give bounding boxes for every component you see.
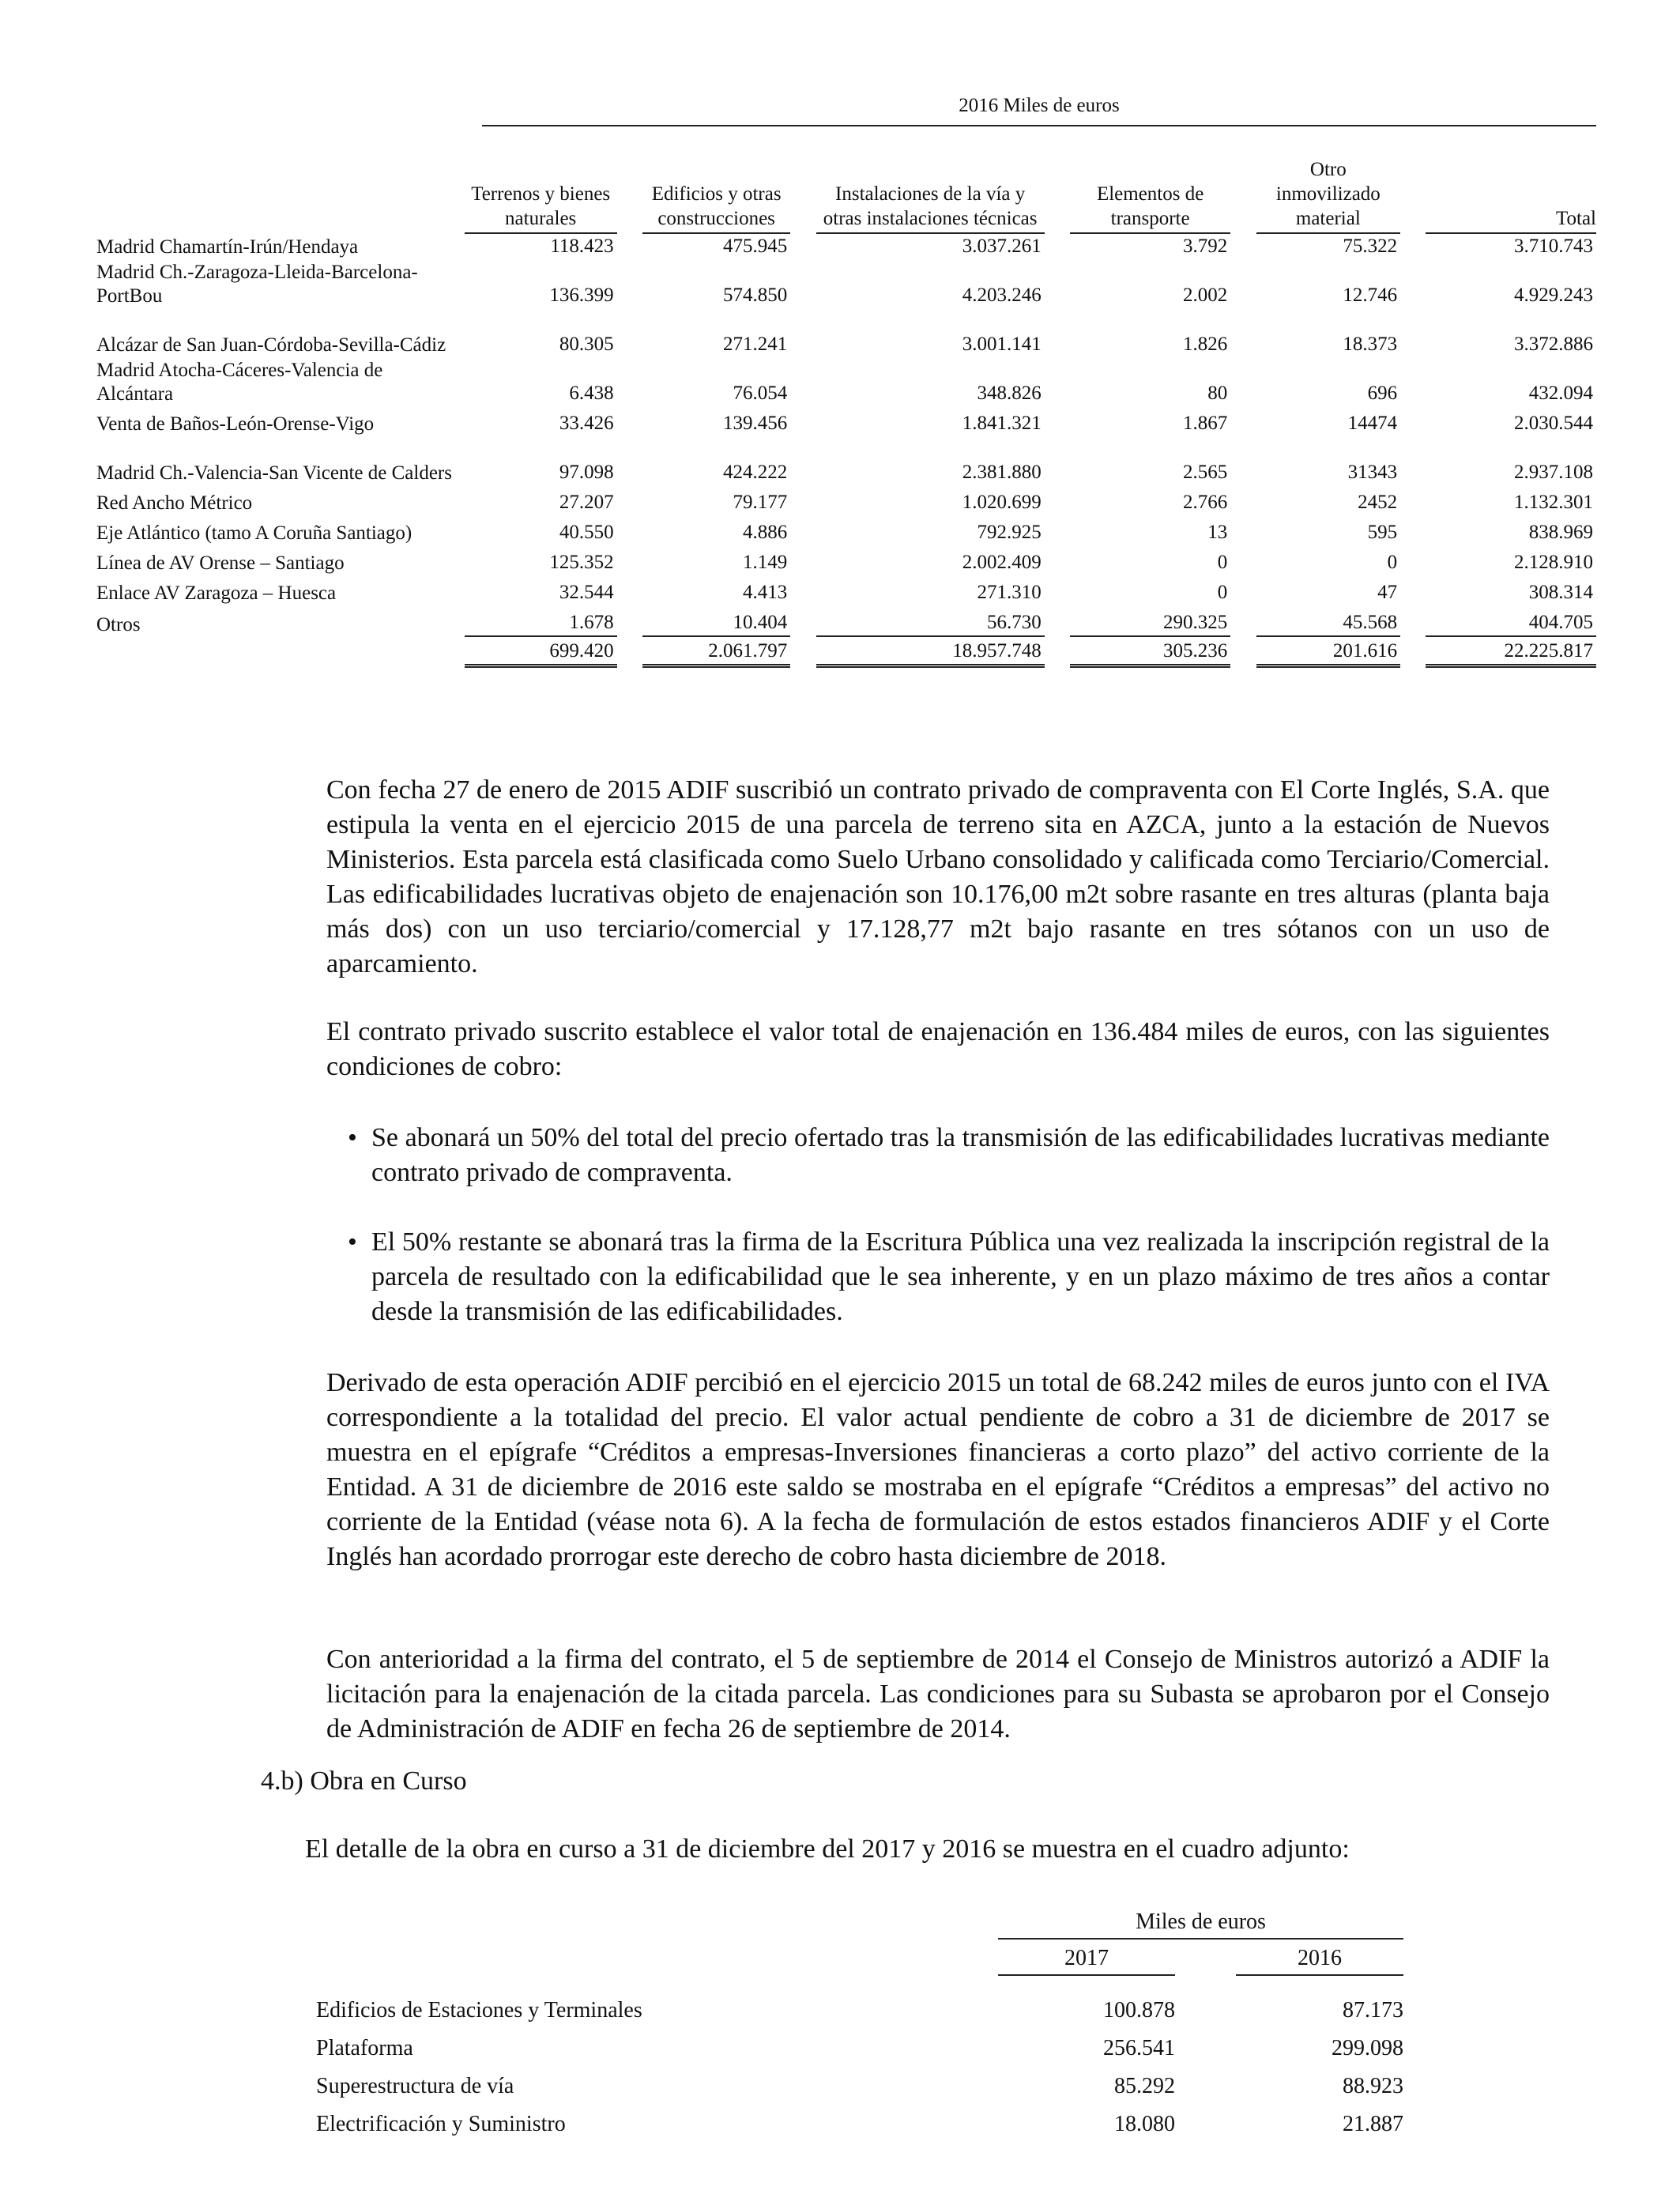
- row-label: Eje Atlántico (tamo A Coruña Santiago): [96, 522, 412, 544]
- table-cell-value: 47: [1377, 582, 1398, 603]
- value-2017: 85.292: [1114, 2074, 1175, 2098]
- table-cell-value: 97.098: [559, 462, 614, 483]
- table-cell-value: 3.372.886: [1514, 334, 1593, 355]
- table-cell-value: 3.710.743: [1514, 236, 1593, 257]
- table-cell-value: 2.002.409: [962, 552, 1042, 573]
- table-cell-value: 79.177: [733, 492, 788, 513]
- table-row: [313, 1995, 1419, 2026]
- table-cell-value: 348.826: [977, 383, 1042, 404]
- col-header-2016: 2016: [1236, 1943, 1403, 1976]
- row-label: Alcázar de San Juan-Córdoba-Sevilla-Cádiz: [96, 334, 446, 356]
- table-cell-value: 10.404: [642, 605, 790, 637]
- table-row: [95, 515, 1596, 545]
- table-cell-value: 574.850: [723, 285, 788, 306]
- table-cell-value: 136.399: [549, 285, 614, 306]
- row-label: Enlace AV Zaragoza – Huesca: [96, 582, 337, 604]
- table-cell-value: 2.381.880: [962, 462, 1042, 483]
- table-cell-value: 3.001.141: [962, 334, 1042, 355]
- row-label: Otros: [96, 614, 141, 635]
- table-cell-value: 838.969: [1528, 522, 1593, 543]
- value-2017: 256.541: [1103, 2036, 1175, 2060]
- table-row: [95, 357, 1596, 406]
- table-cell-value: 3.037.261: [962, 236, 1042, 257]
- table-cell-value: 56.730: [816, 605, 1045, 637]
- table-cell-value: 290.325: [1070, 605, 1230, 637]
- section-heading-obra-en-curso: 4.b) Obra en Curso: [261, 1766, 467, 1796]
- value-2017: 100.878: [1103, 1998, 1175, 2022]
- table-row: [95, 575, 1596, 605]
- col-header-otro-inmovilizado: Otro inmovilizado material: [1256, 152, 1401, 234]
- row-label: Madrid Chamartín-Irún/Hendaya: [96, 236, 359, 258]
- table-cell-value: 1.841.321: [962, 413, 1042, 434]
- table-cell-value: 3.792: [1183, 236, 1228, 257]
- table-cell-value: 0: [1217, 582, 1228, 603]
- table-row: [313, 2033, 1419, 2064]
- total-value: 699.420: [465, 637, 617, 668]
- total-value: 201.616: [1256, 637, 1401, 668]
- table1-header-row: [95, 152, 1596, 234]
- col-header-terrenos: Terrenos y bienes naturales: [465, 152, 617, 234]
- table-cell-value: 271.310: [977, 582, 1042, 603]
- table-cell-value: 125.352: [549, 552, 614, 573]
- bullet-text-2: El 50% restante se abonará tras la firma de la Escritura Pública una vez realizada la inscripción registral de la parcela de resultado con la edificabilidad que le sea inherente, y en un plazo máximo de tres años a contar desde la transmisión de las edificabilidades.: [371, 1227, 1550, 1326]
- table-cell-value: 6.438: [569, 383, 614, 404]
- obra-en-curso-intro: El detalle de la obra en curso a 31 de diciembre del 2017 y 2016 se muestra en el cuadro adjunto:: [305, 1834, 1350, 1864]
- total-value: 22.225.817: [1426, 637, 1596, 668]
- row-label: Superestructura de vía: [316, 2074, 514, 2098]
- bullet-dot-icon: •: [348, 1123, 357, 1152]
- table-row: [95, 485, 1596, 515]
- col-header-total: Total: [1426, 152, 1596, 234]
- table-cell-value: 1.020.699: [962, 492, 1042, 513]
- table-cell-value: 792.925: [977, 522, 1042, 543]
- table-cell-value: 432.094: [1528, 383, 1593, 404]
- paragraph-contrato-compraventa: Con fecha 27 de enero de 2015 ADIF suscribió un contrato privado de compraventa con El Corte Inglés, S.A. que estipula la venta en el ejercicio 2015 de una parcela de terreno sita en AZCA, junto a la estación de Nuevos Ministerios. Esta parcela está clasificada como Suelo Urbano consolidado y calificada como Terciario/Comercial. Las edificabilidades lucrativas objeto de enajenación son 10.176,00 m2t sobre rasante en tres alturas (planta baja más dos) con un uso terciario/comercial y 17.128,77 m2t bajo rasante en tres sótanos con un uso de aparcamiento.: [326, 775, 1550, 978]
- table-row: [313, 2109, 1419, 2140]
- table-cell-value: 4.886: [743, 522, 788, 543]
- total-value: 305.236: [1070, 637, 1230, 668]
- bullet-text-1: Se abonará un 50% del total del precio ofertado tras la transmisión de las edificabilidades lucrativas mediante contrato privado de compraventa.: [371, 1123, 1550, 1187]
- paragraph-valor-enajenacion: El contrato privado suscrito establece el valor total de enajenación en 136.484 miles de euros, con las siguientes condiciones de cobro:: [326, 1017, 1550, 1081]
- col-header-edificios: Edificios y otras construcciones: [642, 152, 790, 234]
- table-cell-value: 424.222: [723, 462, 788, 483]
- row-label: Plataforma: [316, 2036, 413, 2060]
- table-cell-value: 696: [1367, 383, 1398, 404]
- table-cell-value: 75.322: [1343, 236, 1398, 257]
- table-row: [95, 406, 1596, 436]
- table-cell-value: 2.030.544: [1514, 413, 1593, 434]
- table-cell-value: 1.867: [1183, 413, 1228, 434]
- value-2016: 299.098: [1332, 2036, 1403, 2060]
- paragraph-anterioridad-firma: Con anterioridad a la firma del contrato, el 5 de septiembre de 2014 el Consejo de Ministros autorizó a ADIF la licitación para la enajenación de la citada parcela. Las condiciones para su Subasta se aprobaron por el Consejo de Administración de ADIF en fecha 26 de septiembre de 2014.: [326, 1645, 1550, 1744]
- table-cell-value: 1.149: [743, 552, 788, 573]
- table-cell-value: 31343: [1347, 462, 1398, 483]
- table-cell-value: 4.413: [743, 582, 788, 603]
- row-label: Madrid Atocha-Cáceres-Valencia de Alcántara: [96, 360, 383, 405]
- table-cell-value: 80.305: [559, 334, 614, 355]
- table1-caption: 2016 Miles de euros: [482, 93, 1596, 126]
- table-cell-value: 32.544: [559, 582, 614, 603]
- totals-row: [95, 637, 1596, 668]
- table-cell-value: 18.373: [1343, 334, 1398, 355]
- table2-caption: Miles de euros: [998, 1906, 1403, 1940]
- table-cell-value: 4.203.246: [962, 285, 1042, 306]
- table-cell-value: 33.426: [559, 413, 614, 434]
- col-header-instalaciones: Instalaciones de la vía y otras instalaciones técnicas: [816, 152, 1045, 234]
- value-2016: 88.923: [1343, 2074, 1403, 2098]
- col-header-elementos-transporte: Elementos de transporte: [1070, 152, 1230, 234]
- table-cell-value: 308.314: [1528, 582, 1593, 603]
- table-row: [95, 259, 1596, 308]
- bullet-dot-icon: •: [348, 1227, 357, 1257]
- table-cell-value: 2.937.108: [1514, 462, 1593, 483]
- table-cell-value: 2.766: [1183, 492, 1228, 513]
- table1-body: [95, 234, 1596, 668]
- paragraph-derivado-operacion: Derivado de esta operación ADIF percibió en el ejercicio 2015 un total de 68.242 miles de euros junto con el IVA correspondiente a la totalidad del precio. El valor actual pendiente de cobro a 31 de diciembre de 2017 se muestra en el epígrafe “Créditos a empresas-Inversiones financieras a corto plazo” del activo corriente de la Entidad. A 31 de diciembre de 2016 este saldo se mostraba en el epígrafe “Créditos a empresas” del activo no corriente de la Entidad (véase nota 6). A la fecha de formulación de estos estados financieros ADIF y el Corte Inglés han acordado prorrogar este derecho de cobro hasta diciembre de 2018.: [326, 1368, 1550, 1571]
- table-cell-value: 13: [1207, 522, 1228, 543]
- row-label: Madrid Ch.-Zaragoza-Lleida-Barcelona-PortBou: [96, 262, 418, 307]
- table-cell-value: 1.826: [1183, 334, 1228, 355]
- table-cell-value: 139.456: [723, 413, 788, 434]
- row-label: Red Ancho Métrico: [96, 492, 253, 514]
- table-row: [313, 2071, 1419, 2102]
- table-cell-value: 2.002: [1183, 285, 1228, 306]
- table-cell-value: 2452: [1358, 492, 1398, 513]
- table-cell-value: 2.565: [1183, 462, 1228, 483]
- table-cell-value: 76.054: [733, 383, 788, 404]
- table-cell-value: 2.128.910: [1514, 552, 1593, 573]
- table-cell-value: 27.207: [559, 492, 614, 513]
- table-row: [95, 605, 1596, 637]
- table-row: [95, 308, 1596, 357]
- table-cell-value: 271.241: [723, 334, 788, 355]
- value-2017: 18.080: [1114, 2112, 1175, 2136]
- table-cell-value: 595: [1367, 522, 1398, 543]
- table-cell-value: 1.132.301: [1514, 492, 1593, 513]
- table-cell-value: 118.423: [550, 236, 614, 257]
- table-cell-value: 80: [1207, 383, 1228, 404]
- table-cell-value: 45.568: [1256, 605, 1401, 637]
- row-label: Línea de AV Orense – Santiago: [96, 552, 345, 574]
- table1-grid: [95, 152, 1596, 668]
- row-label: Edificios de Estaciones y Terminales: [316, 1998, 642, 2022]
- total-value: 2.061.797: [642, 637, 790, 668]
- row-label: Madrid Ch.-Valencia-San Vicente de Calders: [96, 462, 452, 484]
- col-header-2017: 2017: [998, 1943, 1175, 1976]
- table-row: [95, 545, 1596, 575]
- table-row: [95, 436, 1596, 485]
- table-row: [95, 234, 1596, 259]
- total-value: 18.957.748: [816, 637, 1045, 668]
- table-cell-value: 14474: [1347, 413, 1398, 434]
- value-2016: 87.173: [1343, 1998, 1403, 2022]
- table-cell-value: 12.746: [1343, 285, 1398, 306]
- table-cell-value: 40.550: [559, 522, 614, 543]
- table-cell-value: 0: [1217, 552, 1228, 573]
- table-cell-value: 475.945: [723, 236, 788, 257]
- value-2016: 21.887: [1343, 2112, 1403, 2136]
- row-label: Venta de Baños-León-Orense-Vigo: [96, 413, 375, 435]
- table-cell-value: 0: [1387, 552, 1398, 573]
- table-cell-value: 1.678: [465, 605, 617, 637]
- row-label: Electrificación y Suministro: [316, 2112, 566, 2136]
- table-cell-value: 4.929.243: [1514, 285, 1593, 306]
- table-cell-value: 404.705: [1426, 605, 1596, 637]
